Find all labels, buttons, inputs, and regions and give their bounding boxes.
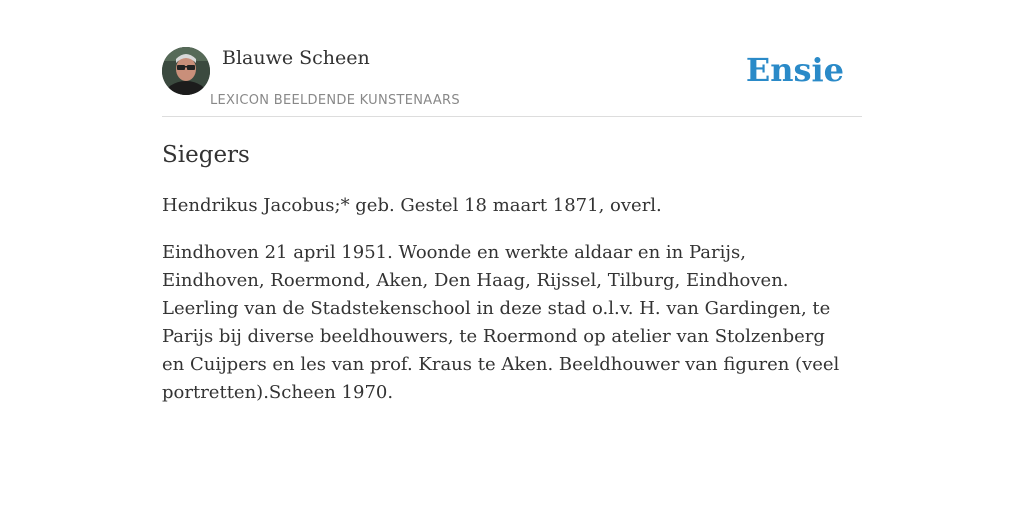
article-paragraph: Eindhoven 21 april 1951. Woonde en werkte aldaar en in Parijs, Eindhoven, Roermond, Aken, Den Haag, Rijssel, Tilburg, Eindhoven. Leerling van de Stadstekenschool in deze stad o.l.v. H. van Gardingen, te Parijs bij diverse beeldhouwers, te Roermond op atelier van Stolzenberg en Cuijpers en les van prof. Kraus te Aken. Beeldhouwer van figuren (veel portretten).Scheen 1970. — [162, 242, 840, 403]
person-photo-icon — [162, 47, 210, 95]
header — [162, 46, 862, 117]
article-paragraph: Hendrikus Jacobus;* geb. Gestel 18 maart 1871, overl. — [162, 195, 662, 216]
lexicon-subtitle[interactable]: LEXICON BEELDENDE KUNSTENAARS — [210, 93, 460, 108]
brand-logo[interactable]: Ensie — [745, 51, 844, 89]
avatar[interactable] — [162, 47, 210, 95]
article-title: Siegers — [162, 142, 250, 168]
author-name[interactable]: Blauwe Scheen — [222, 47, 370, 69]
